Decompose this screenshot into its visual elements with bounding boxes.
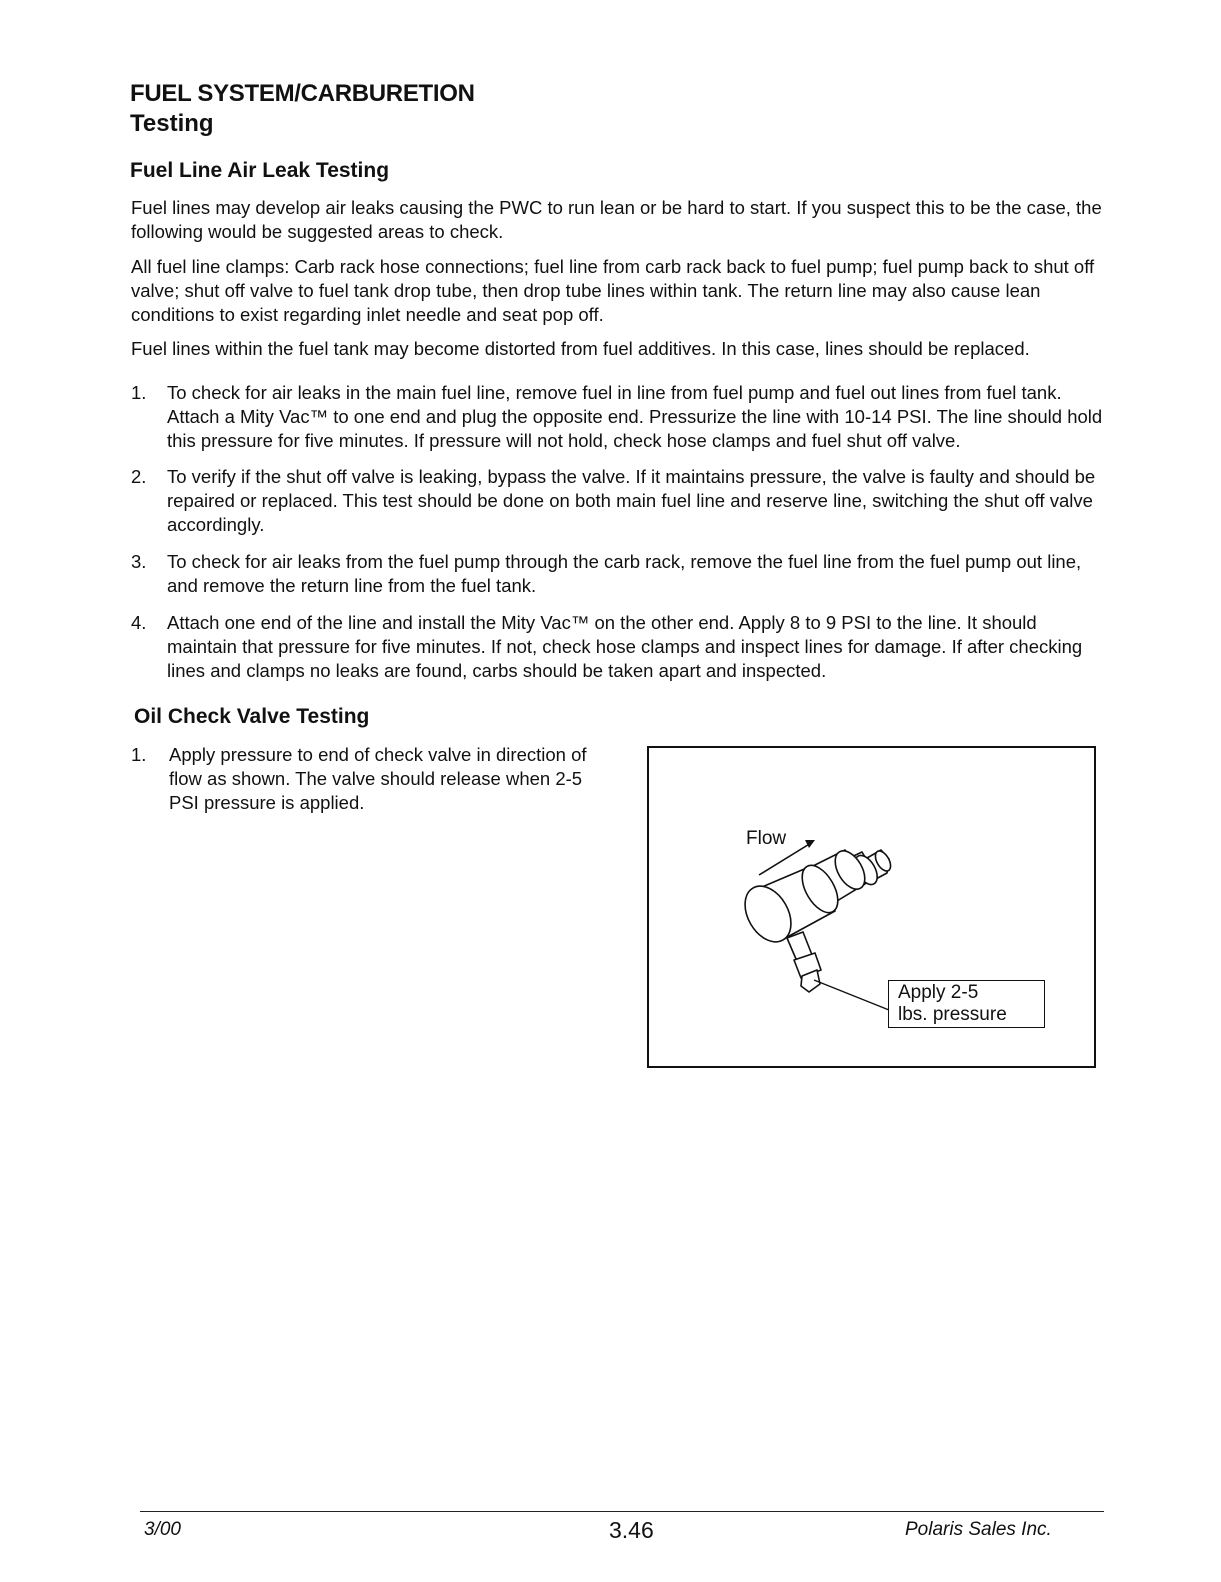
step-number: 1.: [131, 382, 147, 403]
callout-line-2: lbs. pressure: [898, 1004, 1007, 1025]
footer-date: 3/00: [144, 1519, 181, 1540]
flow-arrowhead-icon: [805, 840, 815, 848]
step-text: To verify if the shut off valve is leaking, bypass the valve. If it maintains pressure, the valve is faulty and should be repaired or replaced. This test should be done on both main fuel line and reserve line, switching the shut off valve accordingly.: [167, 466, 1096, 535]
page-title: Testing: [130, 110, 214, 137]
step-number: 2.: [131, 466, 147, 487]
section-title: FUEL SYSTEM/CARBURETION: [130, 80, 475, 107]
fuel-step-4: [131, 611, 1106, 683]
footer-company: Polaris Sales Inc.: [905, 1519, 1052, 1540]
pressure-callout: [888, 980, 1045, 1028]
step-text: To check for air leaks in the main fuel line, remove fuel in line from fuel pump and fuel out lines from fuel tank. Attach a Mity Vac™ to one end and plug the opposite end. Pressurize the line with 10-14 PSI. The line should hold this pressure for five minutes. If pressure will not hold, check hose clamps and fuel shut off valve.: [167, 382, 1103, 451]
oil-check-heading: Oil Check Valve Testing: [134, 705, 370, 728]
oil-step-1: [131, 743, 606, 815]
step-number: 1.: [131, 744, 147, 765]
fuel-step-1: [131, 381, 1106, 453]
step-text: To check for air leaks from the fuel pump through the carb rack, remove the fuel line from the fuel pump out line, and remove the return line from the fuel tank.: [167, 551, 1082, 596]
flow-label: Flow: [746, 828, 787, 849]
step-text: Apply pressure to end of check valve in direction of flow as shown. The valve should release when 2-5 PSI pressure is applied.: [169, 744, 587, 813]
page-number: 3.46: [609, 1517, 654, 1543]
step-text: Attach one end of the line and install the Mity Vac™ on the other end. Apply 8 to 9 PSI to the line. It should maintain that pressure for five minutes. If not, check hose clamps and inspect lines for damage. If after checking lines and clamps no leaks are found, carbs should be taken apart and inspected.: [167, 612, 1083, 681]
additives-paragraph: Fuel lines within the fuel tank may become distorted from fuel additives. In this case, lines should be replaced.: [131, 338, 1030, 359]
callout-line-1: Apply 2-5: [898, 982, 979, 1003]
fuel-step-2: [131, 465, 1106, 537]
footer-divider: [140, 1511, 1104, 1512]
fuel-step-3: [131, 550, 1106, 598]
fuel-line-heading: Fuel Line Air Leak Testing: [130, 159, 390, 182]
check-valve-figure: [647, 746, 1096, 1068]
intro-paragraph: Fuel lines may develop air leaks causing the PWC to run lean or be hard to start. If you suspect this to be the case, the following would be suggested areas to check.: [131, 197, 1102, 242]
step-number: 4.: [131, 612, 147, 633]
clamps-paragraph: All fuel line clamps: Carb rack hose connections; fuel line from carb rack back to fuel pump; fuel pump back to shut off valve; shut off valve to fuel tank drop tube, then drop tube lines within tank. The return line may also cause lean conditions to exist regarding inlet needle and seat pop off.: [131, 256, 1095, 325]
step-number: 3.: [131, 551, 147, 572]
